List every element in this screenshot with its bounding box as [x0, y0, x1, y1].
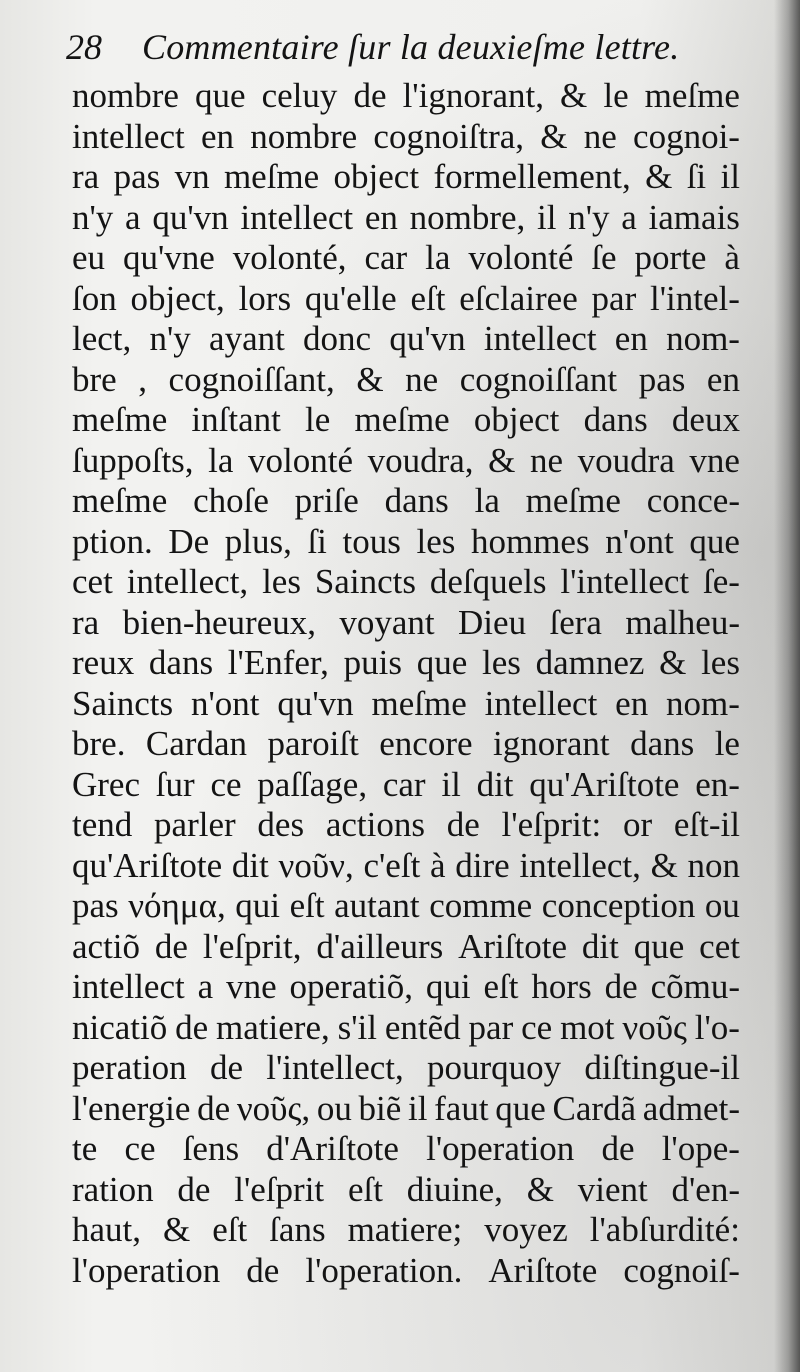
text-line: tend parler des actions de l'eſprit: or eſt-il: [72, 805, 740, 844]
text-line: ſuppoſts, la volonté voudra, & ne voudra vne: [72, 440, 740, 480]
text-line: nombre que celuy de l'ignorant, & le meſme: [72, 76, 740, 115]
running-header: [66, 22, 766, 72]
text-line: lect, n'y ayant donc qu'vn intellect en nom-: [72, 319, 740, 358]
text-line: bre. Cardan paroiſt encore ignorant dans le: [72, 724, 740, 763]
text-line: te ce ſens d'Ariſtote l'operation de l'ope-: [72, 1129, 740, 1168]
text-line: ption. De plus, ſi tous les hommes n'ont que: [72, 521, 740, 561]
running-title: Commentaire ſur la deuxieſme lettre.: [142, 27, 680, 67]
text-line: cet intellect, les Saincts deſquels l'intellect ſe-: [72, 562, 740, 601]
text-line: peration de l'intellect, pourquoy diſtingue-il: [72, 1048, 740, 1087]
text-line: bre , cognoiſſant, & ne cognoiſſant pas en: [72, 359, 740, 399]
text-line: intellect en nombre cognoiſtra, & ne cognoi-: [72, 116, 740, 156]
text-line: ration de l'eſprit eſt diuine, & vient d'en-: [72, 1169, 740, 1209]
text-line: ſon object, lors qu'elle eſt eſclairee par l'intel-: [72, 278, 740, 318]
text-line: meſme inſtant le meſme object dans deux: [72, 400, 740, 439]
text-line: l'operation de l'operation. Ariſtote cognoiſ-: [72, 1250, 740, 1290]
body-text: [72, 76, 740, 1291]
text-line: eu qu'vne volonté, car la volonté ſe porte à: [72, 238, 740, 277]
text-line: intellect a vne operatiõ, qui eſt hors de cõmu-: [72, 967, 740, 1006]
text-line: Saincts n'ont qu'vn meſme intellect en nom-: [72, 683, 740, 723]
text-line: qu'Ariſtote dit νοῦν, c'eſt à dire intellect, & non: [72, 845, 740, 885]
text-line: haut, & eſt ſans matiere; voyez l'abſurdité:: [72, 1210, 740, 1249]
text-line: meſme choſe priſe dans la meſme conce-: [72, 481, 740, 520]
text-line: reux dans l'Enfer, puis que les damnez & les: [72, 643, 740, 682]
text-line: l'energie de νοῦς, ou biẽ il faut que Cardã admet-: [72, 1088, 740, 1128]
text-line: n'y a qu'vn intellect en nombre, il n'y a iamais: [72, 197, 740, 237]
text-line: ra bien-heureux, voyant Dieu ſera malheu-: [72, 602, 740, 642]
page-number: 28: [66, 27, 102, 67]
text-line: Grec ſur ce paſſage, car il dit qu'Ariſtote en-: [72, 764, 740, 804]
page-gutter-shadow: [774, 0, 800, 1372]
text-line: nicatiõ de matiere, s'il entẽd par ce mot νοῦς l'o-: [72, 1007, 740, 1047]
text-line: actiõ de l'eſprit, d'ailleurs Ariſtote dit que cet: [72, 926, 740, 966]
text-line: ra pas vn meſme object formellement, & ſi il: [72, 157, 740, 196]
text-line: pas νόημα, qui eſt autant comme conception ou: [72, 886, 740, 925]
